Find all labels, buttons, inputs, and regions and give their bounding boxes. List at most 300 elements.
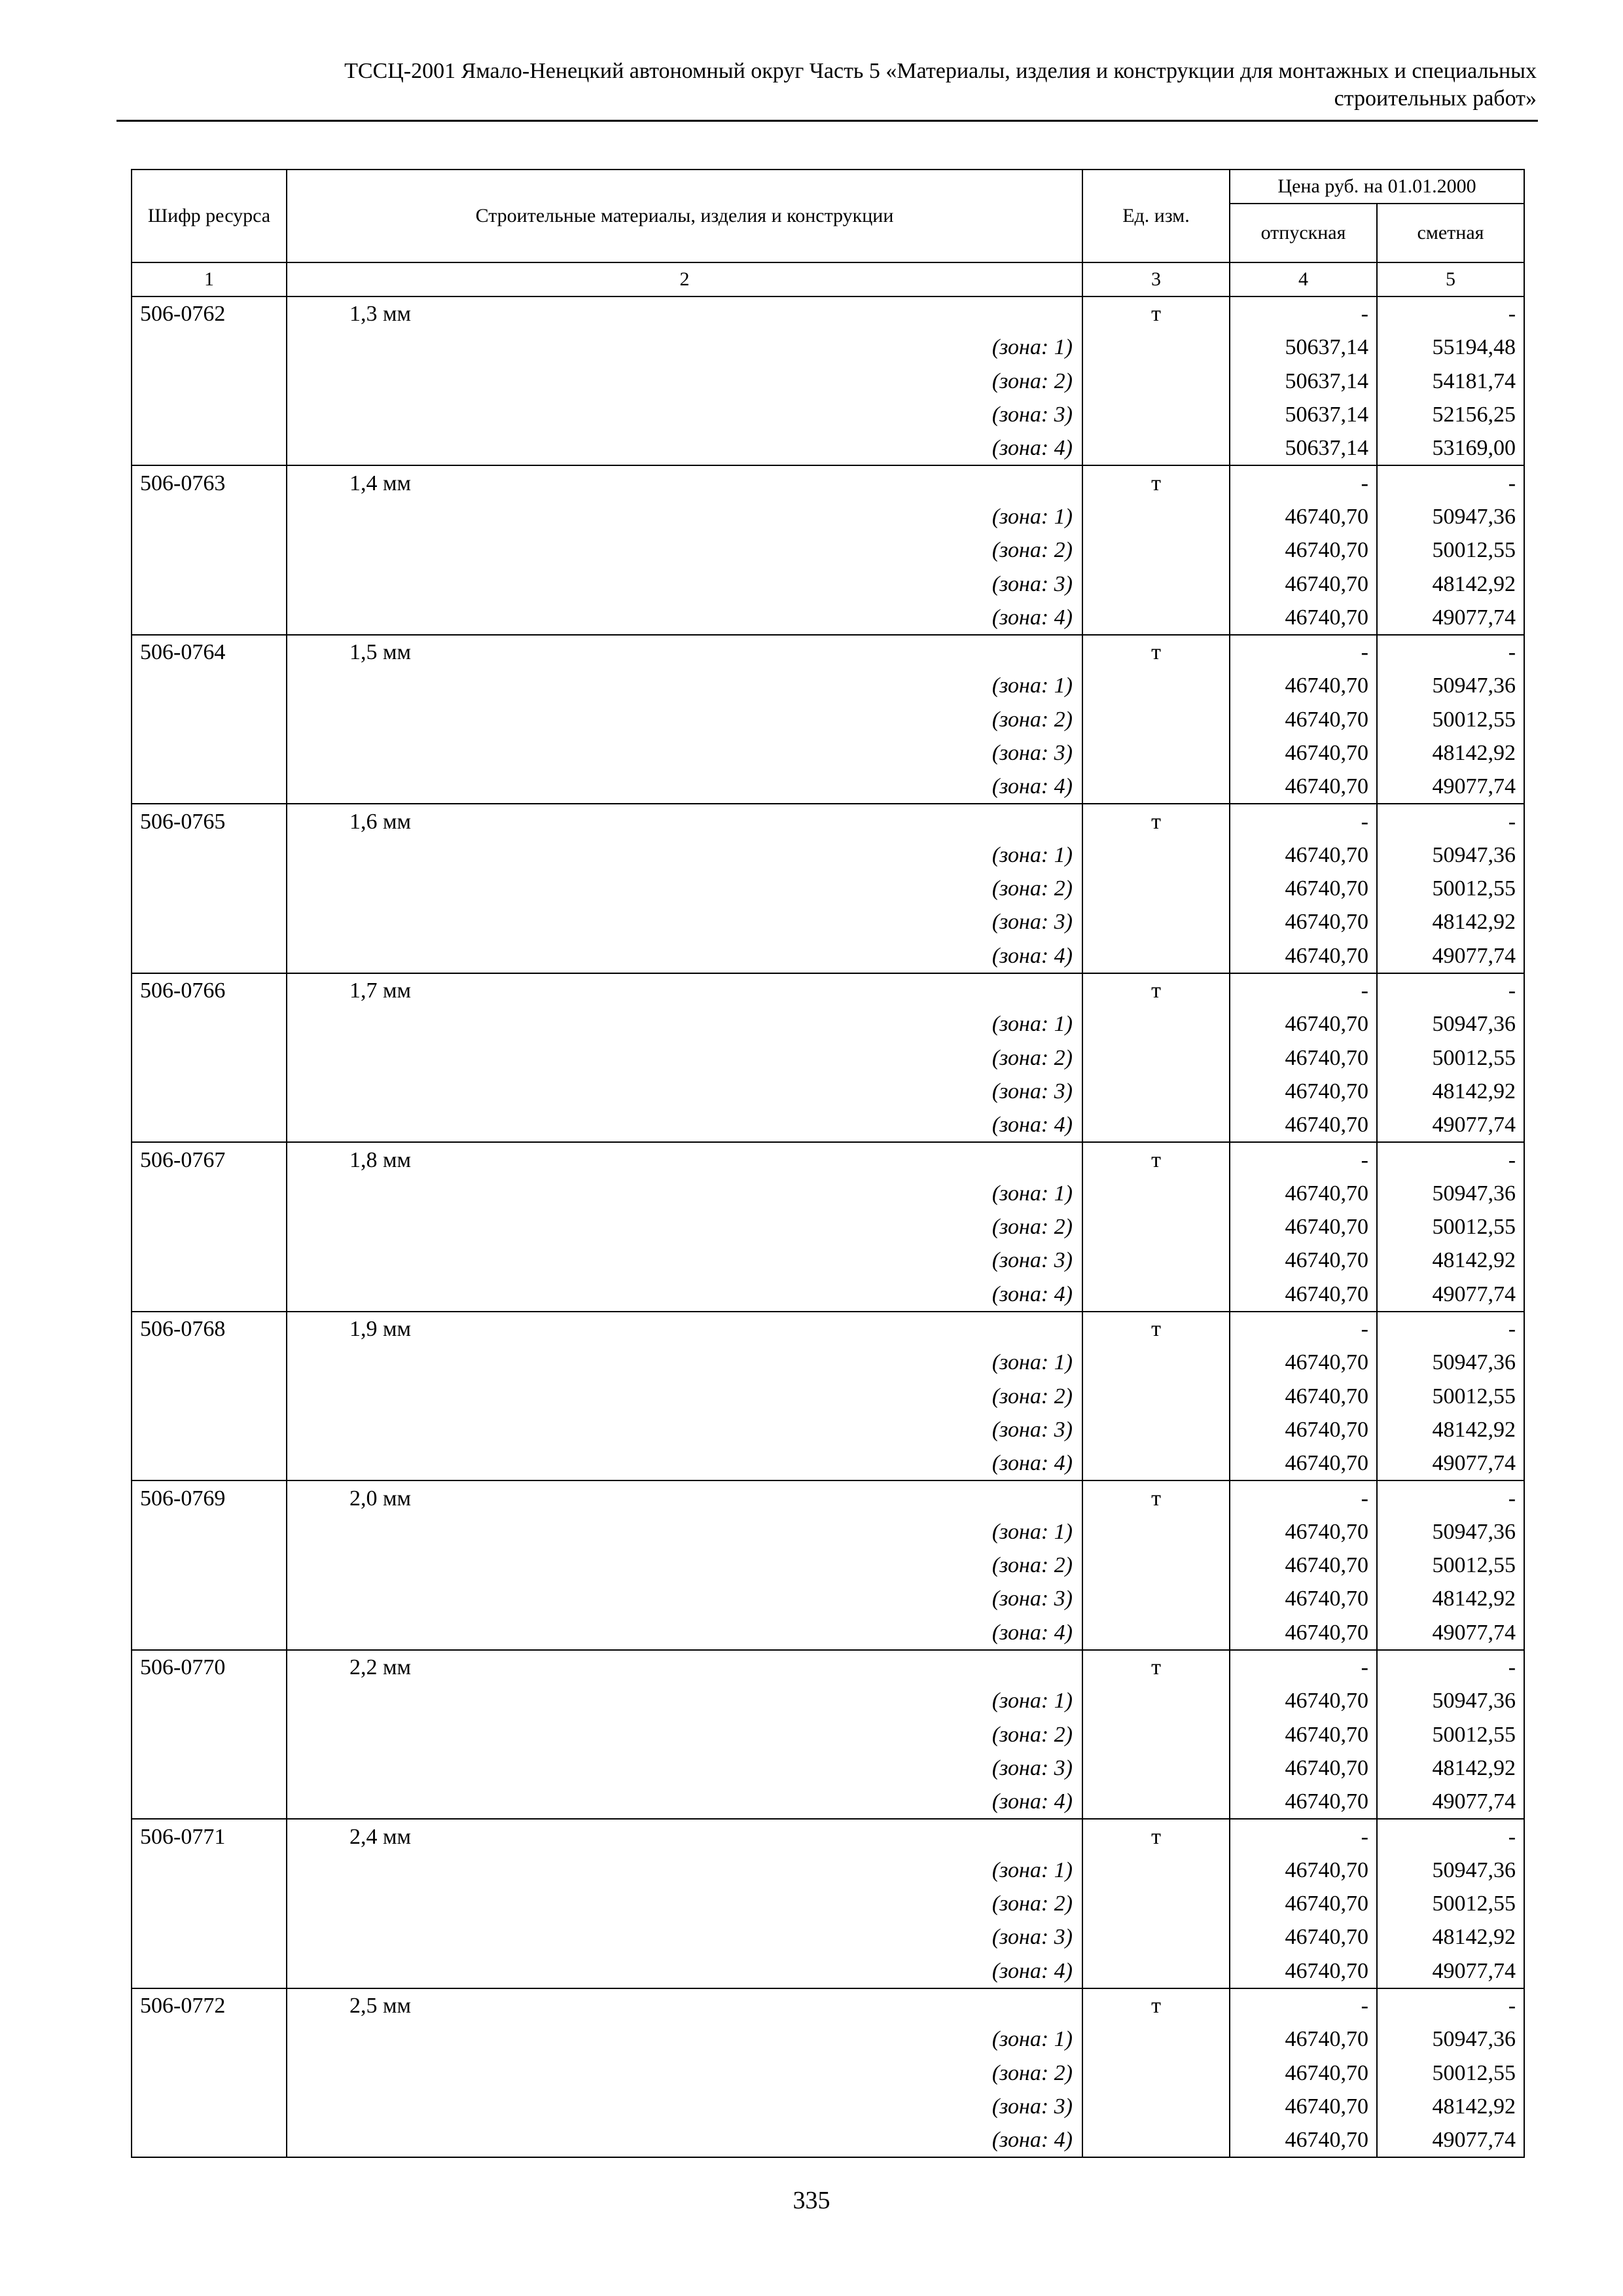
release-price: 46740,70 (1230, 838, 1377, 872)
material-name: 1,9 мм (287, 1312, 1082, 1346)
resource-code-empty (132, 1346, 287, 1379)
estimate-price: 49077,74 (1377, 1446, 1524, 1480)
estimate-price: - (1377, 973, 1524, 1007)
resource-code-empty (132, 1278, 287, 1312)
estimate-price: 50012,55 (1377, 872, 1524, 905)
zone-label: (зона: 1) (287, 331, 1082, 364)
unit-cell-empty (1082, 1244, 1230, 1277)
estimate-price: 55194,48 (1377, 331, 1524, 364)
column-header-price-group: Цена руб. на 01.01.2000 (1230, 170, 1524, 204)
release-price: 46740,70 (1230, 533, 1377, 567)
release-price: 46740,70 (1230, 1785, 1377, 1819)
resource-code: 506-0762 (132, 296, 287, 331)
material-name: 2,5 мм (287, 1988, 1082, 2022)
table-row (132, 939, 1524, 973)
unit-cell-empty (1082, 1380, 1230, 1413)
resource-code-empty (132, 1210, 287, 1244)
release-price: 46740,70 (1230, 1616, 1377, 1650)
material-name: 1,4 мм (287, 465, 1082, 499)
table-row (132, 1108, 1524, 1142)
resource-code: 506-0763 (132, 465, 287, 499)
column-number: 1 (132, 262, 287, 296)
unit-cell: т (1082, 1312, 1230, 1346)
zone-label: (зона: 2) (287, 1549, 1082, 1582)
table-row (132, 1380, 1524, 1413)
estimate-price: 49077,74 (1377, 601, 1524, 635)
release-price: - (1230, 1480, 1377, 1515)
zone-label: (зона: 3) (287, 1582, 1082, 1615)
zone-label: (зона: 2) (287, 703, 1082, 736)
release-price: 46740,70 (1230, 1920, 1377, 1954)
resource-code-empty (132, 365, 287, 398)
estimate-price: 50947,36 (1377, 1515, 1524, 1549)
estimate-price: 49077,74 (1377, 939, 1524, 973)
zone-label: (зона: 1) (287, 1346, 1082, 1379)
resource-code-empty (132, 872, 287, 905)
unit-cell-empty (1082, 1549, 1230, 1582)
table-row (132, 567, 1524, 600)
table-row (132, 365, 1524, 398)
table-row (132, 1210, 1524, 1244)
unit-cell-empty (1082, 365, 1230, 398)
estimate-price: 50012,55 (1377, 1887, 1524, 1920)
estimate-price: 49077,74 (1377, 1616, 1524, 1650)
release-price: 46740,70 (1230, 1177, 1377, 1210)
resource-code-empty (132, 398, 287, 431)
unit-cell-empty (1082, 770, 1230, 804)
resource-code-empty (132, 939, 287, 973)
estimate-price: 50012,55 (1377, 703, 1524, 736)
column-header-code: Шифр ресурса (132, 170, 287, 262)
estimate-price: 48142,92 (1377, 1920, 1524, 1954)
estimate-price: 48142,92 (1377, 1244, 1524, 1277)
zone-label: (зона: 1) (287, 1007, 1082, 1041)
unit-cell-empty (1082, 1108, 1230, 1142)
table-row (132, 2090, 1524, 2123)
table-row (132, 296, 1524, 331)
header-divider (116, 120, 1538, 122)
unit-cell: т (1082, 1142, 1230, 1176)
resource-code-empty (132, 601, 287, 635)
table-row (132, 635, 1524, 669)
table-header (132, 170, 1524, 296)
table-row (132, 838, 1524, 872)
unit-cell-empty (1082, 2123, 1230, 2157)
table-row (132, 431, 1524, 465)
release-price: 50637,14 (1230, 365, 1377, 398)
resource-code-empty (132, 2090, 287, 2123)
release-price: 46740,70 (1230, 872, 1377, 905)
column-header-estimate: сметная (1377, 204, 1524, 262)
estimate-price: 50947,36 (1377, 1684, 1524, 1717)
resource-code: 506-0768 (132, 1312, 287, 1346)
resource-code: 506-0767 (132, 1142, 287, 1176)
zone-label: (зона: 1) (287, 1177, 1082, 1210)
table-row (132, 1446, 1524, 1480)
estimate-price: 50012,55 (1377, 1210, 1524, 1244)
resource-code-empty (132, 1007, 287, 1041)
estimate-price: 50012,55 (1377, 1717, 1524, 1751)
resource-code: 506-0764 (132, 635, 287, 669)
unit-cell-empty (1082, 939, 1230, 973)
estimate-price: 48142,92 (1377, 1075, 1524, 1108)
release-price: 46740,70 (1230, 2022, 1377, 2056)
table-row (132, 703, 1524, 736)
unit-cell-empty (1082, 1751, 1230, 1785)
release-price: - (1230, 635, 1377, 669)
unit-cell-empty (1082, 1616, 1230, 1650)
release-price: 46740,70 (1230, 1041, 1377, 1075)
zone-label: (зона: 2) (287, 2056, 1082, 2089)
release-price: 46740,70 (1230, 1854, 1377, 1887)
zone-label: (зона: 4) (287, 431, 1082, 465)
unit-cell-empty (1082, 1446, 1230, 1480)
table-row (132, 1075, 1524, 1108)
estimate-price: 50947,36 (1377, 1177, 1524, 1210)
estimate-price: 48142,92 (1377, 1413, 1524, 1446)
table-row (132, 1988, 1524, 2022)
estimate-price: 50947,36 (1377, 2022, 1524, 2056)
estimate-price: 50947,36 (1377, 1854, 1524, 1887)
release-price: 46740,70 (1230, 1380, 1377, 1413)
table-row (132, 1041, 1524, 1075)
table-row (132, 500, 1524, 533)
header-title-line2: строительных работ» (1334, 86, 1537, 111)
resource-code-empty (132, 1041, 287, 1075)
zone-label: (зона: 3) (287, 736, 1082, 770)
resource-code-empty (132, 2022, 287, 2056)
release-price: - (1230, 1312, 1377, 1346)
table-row (132, 1007, 1524, 1041)
release-price: 46740,70 (1230, 1717, 1377, 1751)
table-row (132, 872, 1524, 905)
release-price: 46740,70 (1230, 1582, 1377, 1615)
release-price: 46740,70 (1230, 1954, 1377, 1988)
zone-label: (зона: 4) (287, 1446, 1082, 1480)
unit-cell-empty (1082, 1515, 1230, 1549)
release-price: 46740,70 (1230, 1413, 1377, 1446)
unit-cell-empty (1082, 567, 1230, 600)
table-row (132, 2123, 1524, 2157)
unit-cell-empty (1082, 2022, 1230, 2056)
table-row (132, 1346, 1524, 1379)
table-row (132, 331, 1524, 364)
unit-cell-empty (1082, 703, 1230, 736)
release-price: 46740,70 (1230, 1684, 1377, 1717)
zone-label: (зона: 3) (287, 398, 1082, 431)
zone-label: (зона: 4) (287, 1954, 1082, 1988)
unit-cell-empty (1082, 905, 1230, 939)
unit-cell: т (1082, 1480, 1230, 1515)
estimate-price: 48142,92 (1377, 736, 1524, 770)
estimate-price: 50012,55 (1377, 1380, 1524, 1413)
unit-cell-empty (1082, 736, 1230, 770)
zone-label: (зона: 3) (287, 905, 1082, 939)
table-row (132, 1854, 1524, 1887)
unit-cell-empty (1082, 2056, 1230, 2089)
unit-cell-empty (1082, 1684, 1230, 1717)
table-row (132, 905, 1524, 939)
estimate-price: 48142,92 (1377, 1582, 1524, 1615)
resource-code-empty (132, 1684, 287, 1717)
release-price: 46740,70 (1230, 905, 1377, 939)
table-row (132, 1549, 1524, 1582)
table-row (132, 804, 1524, 838)
resource-code-empty (132, 331, 287, 364)
unit-cell: т (1082, 296, 1230, 331)
zone-label: (зона: 4) (287, 601, 1082, 635)
release-price: - (1230, 296, 1377, 331)
zone-label: (зона: 1) (287, 1515, 1082, 1549)
zone-label: (зона: 3) (287, 567, 1082, 600)
table-row (132, 601, 1524, 635)
unit-cell-empty (1082, 872, 1230, 905)
resource-code-empty (132, 567, 287, 600)
release-price: 46740,70 (1230, 2056, 1377, 2089)
zone-label: (зона: 3) (287, 2090, 1082, 2123)
release-price: - (1230, 804, 1377, 838)
unit-cell: т (1082, 465, 1230, 499)
zone-label: (зона: 3) (287, 1075, 1082, 1108)
table-body (132, 296, 1524, 2157)
resource-code-empty (132, 1244, 287, 1277)
zone-label: (зона: 4) (287, 1278, 1082, 1312)
release-price: 46740,70 (1230, 1346, 1377, 1379)
page-number: 335 (793, 2187, 830, 2214)
release-price: 46740,70 (1230, 1244, 1377, 1277)
resource-code: 506-0772 (132, 1988, 287, 2022)
table-row (132, 1312, 1524, 1346)
table-row (132, 1684, 1524, 1717)
table-row (132, 465, 1524, 499)
estimate-price: 50012,55 (1377, 2056, 1524, 2089)
estimate-price: 50012,55 (1377, 1041, 1524, 1075)
unit-cell-empty (1082, 1954, 1230, 1988)
estimate-price: - (1377, 804, 1524, 838)
resource-code: 506-0765 (132, 804, 287, 838)
table-row (132, 1920, 1524, 1954)
table-row (132, 1616, 1524, 1650)
zone-label: (зона: 2) (287, 1041, 1082, 1075)
table-row (132, 669, 1524, 702)
resource-code-empty (132, 1751, 287, 1785)
column-header-unit: Ед. изм. (1082, 170, 1230, 262)
estimate-price: 49077,74 (1377, 1785, 1524, 1819)
unit-cell-empty (1082, 1177, 1230, 1210)
zone-label: (зона: 2) (287, 1210, 1082, 1244)
estimate-price: 52156,25 (1377, 398, 1524, 431)
table-row (132, 533, 1524, 567)
page-header (116, 58, 1537, 113)
resource-code: 506-0769 (132, 1480, 287, 1515)
zone-label: (зона: 4) (287, 939, 1082, 973)
estimate-price: 54181,74 (1377, 365, 1524, 398)
release-price: 46740,70 (1230, 736, 1377, 770)
column-number: 2 (287, 262, 1082, 296)
zone-label: (зона: 3) (287, 1920, 1082, 1954)
unit-cell: т (1082, 973, 1230, 1007)
release-price: 46740,70 (1230, 1515, 1377, 1549)
release-price: 46740,70 (1230, 601, 1377, 635)
zone-label: (зона: 4) (287, 1616, 1082, 1650)
resource-code-empty (132, 1515, 287, 1549)
zone-label: (зона: 1) (287, 669, 1082, 702)
release-price: 50637,14 (1230, 431, 1377, 465)
material-name: 1,7 мм (287, 973, 1082, 1007)
release-price: 46740,70 (1230, 1278, 1377, 1312)
header-title-line1: ТССЦ-2001 Ямало-Ненецкий автономный округ Часть 5 «Материалы, изделия и конструкции для монтажных и специальных (344, 59, 1537, 83)
estimate-price: 50947,36 (1377, 500, 1524, 533)
table-row (132, 1785, 1524, 1819)
estimate-price: 49077,74 (1377, 1954, 1524, 1988)
column-header-name: Строительные материалы, изделия и конструкции (287, 170, 1082, 262)
table-row (132, 1650, 1524, 1684)
zone-label: (зона: 1) (287, 500, 1082, 533)
table-row (132, 1819, 1524, 1853)
unit-cell-empty (1082, 1210, 1230, 1244)
release-price: 46740,70 (1230, 770, 1377, 804)
resource-code-empty (132, 533, 287, 567)
unit-cell-empty (1082, 1920, 1230, 1954)
resource-code-empty (132, 736, 287, 770)
resource-code-empty (132, 770, 287, 804)
release-price: - (1230, 973, 1377, 1007)
unit-cell-empty (1082, 669, 1230, 702)
estimate-price: 50947,36 (1377, 1007, 1524, 1041)
unit-cell-empty (1082, 838, 1230, 872)
resource-code-empty (132, 1954, 287, 1988)
material-name: 1,8 мм (287, 1142, 1082, 1176)
unit-cell-empty (1082, 1785, 1230, 1819)
unit-cell: т (1082, 1819, 1230, 1853)
table-row (132, 1142, 1524, 1176)
release-price: 46740,70 (1230, 703, 1377, 736)
material-name: 1,6 мм (287, 804, 1082, 838)
zone-label: (зона: 1) (287, 2022, 1082, 2056)
release-price: 46740,70 (1230, 1075, 1377, 1108)
estimate-price: - (1377, 1819, 1524, 1853)
table-row (132, 1887, 1524, 1920)
estimate-price: - (1377, 1142, 1524, 1176)
unit-cell: т (1082, 804, 1230, 838)
table-row (132, 1717, 1524, 1751)
zone-label: (зона: 2) (287, 533, 1082, 567)
release-price: 46740,70 (1230, 500, 1377, 533)
estimate-price: - (1377, 465, 1524, 499)
estimate-price: 49077,74 (1377, 1278, 1524, 1312)
release-price: 50637,14 (1230, 331, 1377, 364)
resource-code-empty (132, 500, 287, 533)
release-price: - (1230, 465, 1377, 499)
release-price: - (1230, 1142, 1377, 1176)
estimate-price: 50012,55 (1377, 1549, 1524, 1582)
table-row (132, 1480, 1524, 1515)
zone-label: (зона: 4) (287, 770, 1082, 804)
release-price: 50637,14 (1230, 398, 1377, 431)
release-price: - (1230, 1988, 1377, 2022)
resource-code-empty (132, 1887, 287, 1920)
estimate-price: 50012,55 (1377, 533, 1524, 567)
estimate-price: 49077,74 (1377, 2123, 1524, 2157)
estimate-price: 48142,92 (1377, 1751, 1524, 1785)
table-row (132, 1515, 1524, 1549)
estimate-price: - (1377, 1650, 1524, 1684)
table-row (132, 1244, 1524, 1277)
resource-code-empty (132, 1582, 287, 1615)
zone-label: (зона: 2) (287, 872, 1082, 905)
release-price: 46740,70 (1230, 1210, 1377, 1244)
resource-code: 506-0770 (132, 1650, 287, 1684)
resource-code-empty (132, 1446, 287, 1480)
resource-code-empty (132, 2056, 287, 2089)
unit-cell-empty (1082, 1278, 1230, 1312)
table-row (132, 736, 1524, 770)
resource-code-empty (132, 1785, 287, 1819)
estimate-price: - (1377, 635, 1524, 669)
table-row (132, 973, 1524, 1007)
resource-code-empty (132, 1717, 287, 1751)
zone-label: (зона: 2) (287, 1380, 1082, 1413)
unit-cell: т (1082, 1650, 1230, 1684)
zone-label: (зона: 1) (287, 1684, 1082, 1717)
table-row (132, 1582, 1524, 1615)
zone-label: (зона: 2) (287, 1717, 1082, 1751)
estimate-price: 48142,92 (1377, 567, 1524, 600)
material-name: 2,2 мм (287, 1650, 1082, 1684)
unit-cell-empty (1082, 1413, 1230, 1446)
table-row (132, 1413, 1524, 1446)
release-price: 46740,70 (1230, 1108, 1377, 1142)
material-name: 2,0 мм (287, 1480, 1082, 1515)
resource-code-empty (132, 1616, 287, 1650)
estimate-price: - (1377, 1480, 1524, 1515)
release-price: 46740,70 (1230, 1549, 1377, 1582)
estimate-price: 50947,36 (1377, 669, 1524, 702)
zone-label: (зона: 2) (287, 365, 1082, 398)
table-row (132, 1278, 1524, 1312)
resource-code-empty (132, 1549, 287, 1582)
column-number: 4 (1230, 262, 1377, 296)
zone-label: (зона: 3) (287, 1751, 1082, 1785)
unit-cell-empty (1082, 398, 1230, 431)
zone-label: (зона: 1) (287, 838, 1082, 872)
release-price: 46740,70 (1230, 1007, 1377, 1041)
material-name: 1,5 мм (287, 635, 1082, 669)
table-row (132, 770, 1524, 804)
release-price: - (1230, 1819, 1377, 1853)
unit-cell-empty (1082, 500, 1230, 533)
release-price: 46740,70 (1230, 1751, 1377, 1785)
unit-cell-empty (1082, 1007, 1230, 1041)
release-price: 46740,70 (1230, 939, 1377, 973)
resource-code-empty (132, 431, 287, 465)
estimate-price: 48142,92 (1377, 2090, 1524, 2123)
column-header-release: отпускная (1230, 204, 1377, 262)
unit-cell-empty (1082, 2090, 1230, 2123)
resource-code-empty (132, 1854, 287, 1887)
estimate-price: - (1377, 1312, 1524, 1346)
estimate-price: 50947,36 (1377, 1346, 1524, 1379)
resource-code-empty (132, 1380, 287, 1413)
resource-code-empty (132, 905, 287, 939)
zone-label: (зона: 3) (287, 1413, 1082, 1446)
zone-label: (зона: 4) (287, 2123, 1082, 2157)
unit-cell-empty (1082, 533, 1230, 567)
estimate-price: - (1377, 1988, 1524, 2022)
release-price: 46740,70 (1230, 1446, 1377, 1480)
material-name: 2,4 мм (287, 1819, 1082, 1853)
resource-code-empty (132, 1108, 287, 1142)
